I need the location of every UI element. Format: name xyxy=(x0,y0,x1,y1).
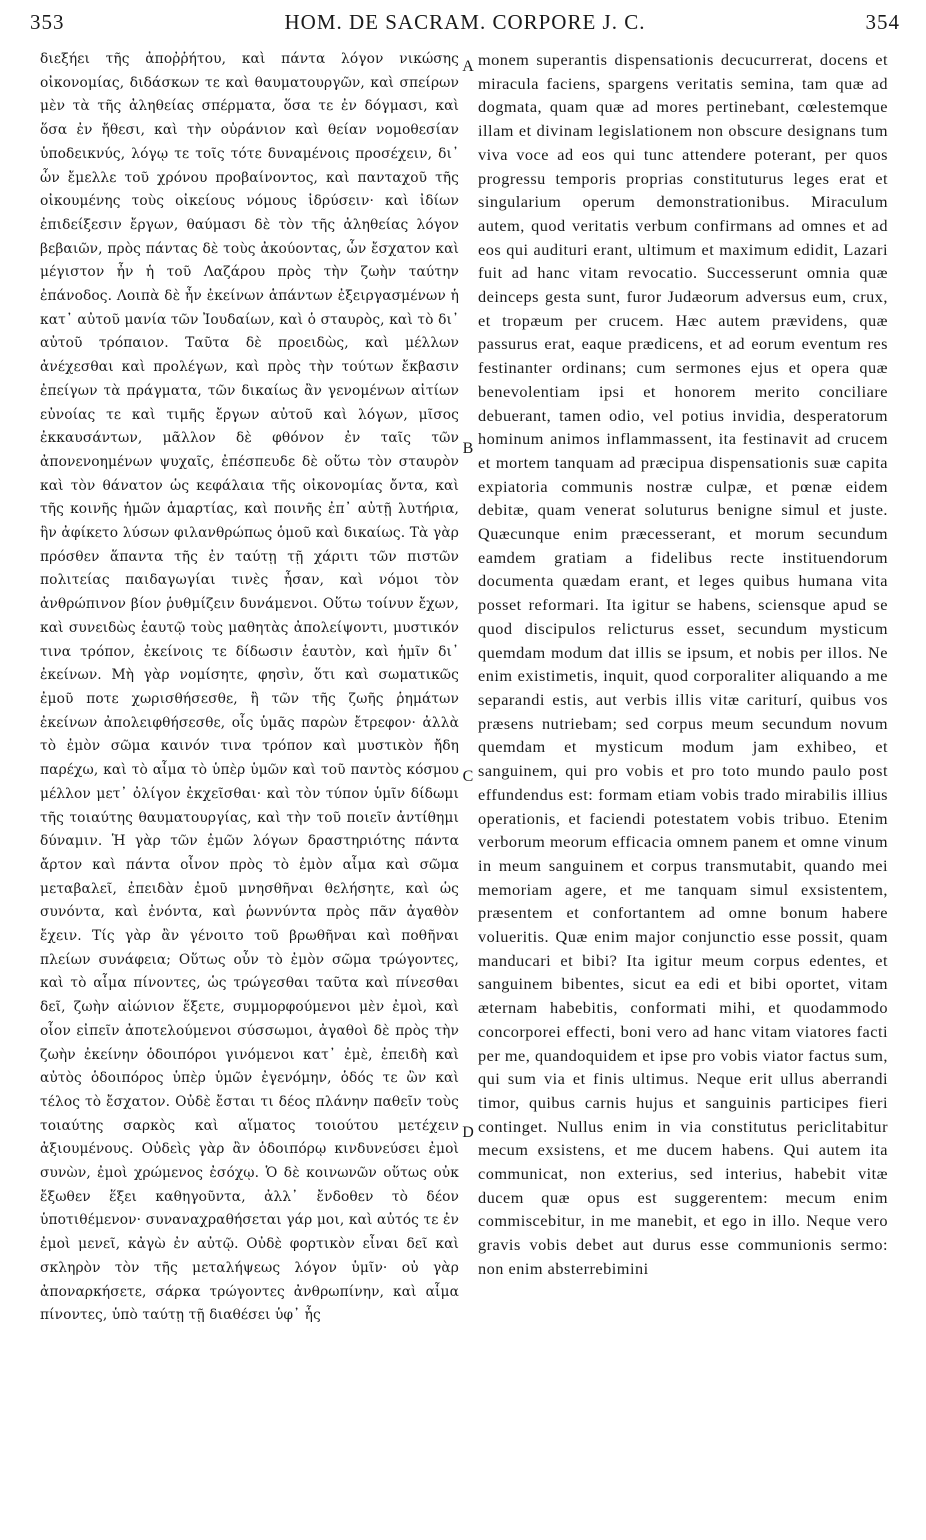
page-number-left: 353 xyxy=(30,10,65,34)
margin-marker-d: D xyxy=(462,1124,474,1141)
page-number-right: 354 xyxy=(865,10,900,34)
running-title: ΗΟΜ. DE SACRAM. CORPORE J. C. xyxy=(284,10,646,34)
margin-marker-b: B xyxy=(462,440,474,457)
page-header xyxy=(30,10,900,46)
latin-column: monem superantis dispensationis decucurrerat, docens et miracula faciens, spargens veritatis semina, tam quæ ad dogmata, quam quæ ad mores pertinebant, cœlestemque illam et divinam legislationem non obscure designans tum viva voce ad eos qui tunc attendere poterant, per quos progressu temporis proprias constituturus leges erat et singularium operum demonstrationibus. Miraculum autem, quod veritatis verbum confirmans ad omnes et ad eos qui audituri erant, ultimum et maximum edidit, Lazari fuit ad hanc vitam revocatio. Successerunt omnia quæ deinceps gesta sunt, furor Judæorum adversus eum, crux, et tropæum per crucem. Hæc autem prævidens, quæ passurus erat, eaque prædicens, et ad eorum eventum res festinanter ordinans; cum sermones ejus et opera quæ benevolentiam ipsi et honorem merito conciliare debuerant, tamen odio, vel potius invidia, desperatorum hominum animos inflammassent, ita festinavit ad crucem et mortem tanquam ad præcipua dispensationis suæ capita expiatoria communis nostræ culpæ, et pœnæ eidem debitæ, quam venerat soluturus benigne simul et juste. Quæcunque enim præcesserant, et morum secundum eamdem gratiam a fidelibus recte instituendorum documenta quædam erant, et leges quibus humana vita posset reformari. Ita igitur se habens, sciensque apud se quod discipulos relicturus esset, secundum mysticum quemdam modum dat illis se ipsum, et nobis per illos. Ne enim existimetis, inquit, quod corporaliter aliquando a me separandi estis, aut verbis illis vitæ cariturí, quibus vos præsens nutriebam; sed corpus meum secundum novum quemdam et mysticum modum jam exhibeo, et sanguinem, qui pro vobis et pro toto mundo paulo post effundendus est: formam etiam vobis trado mirabilis illius operationis, et faciendi potestatem vobis tribuo. Etenim verborum meorum efficacia omnem panem et omne vinum in meum sanguinem et corpus transmutabit, quando mei memoriam agere, et me tanquam simul exsistentem, præsentem et confortantem ad omne bonum habere volueritis. Quæ enim major conjunctio esse possit, quam manducari et bibi? Ita igitur meum corpus edentes, et sanguinem bibentes, sicut ea edi et bibi oportet, vitam æternam habebitis, conformati mihi, et quodammodo concorporei effecti, boni vero ad hanc vitam viatores facti per me, quandoquidem et ipse pro vobis viator factus sum, qui sum via et finis ultimus. Neque erit ullus aberrandi timor, quibus carnis hujus et sanguinis participes fieri continget. Nullus enim in via constitutus periclitabitur mecum exsistens, et me ducem habens. Qui autem ita communicat, non exterius, sed interius, habebit vitæ ducem quæ opus est suggerentem: mecum enim commiscebitur, in me manebit, et ego in illo. Neque vero gravis vobis debet aut durus esse communionis sermo: non enim absterrebimini xyxy=(478,50,888,1278)
greek-column: διεξήει τῆς ἀποῤῥήτου, καὶ πάντα λόγον νικώσης οἰκονομίας, διδάσκων τε καὶ θαυματουργῶν, καὶ σπείρων μὲν τὰ τῆς ἀληθείας σπέρματα, ὅσα τε ἐν δόγμασι, καὶ ὅσα ἐν ἤθεσι, καὶ τὴν οὐράνιον καὶ θείαν νομοθεσίαν ὑποδεικνύς, λόγῳ τε τοῖς τότε δυναμένοις προσέχειν, δι᾽ ὧν ἔμελλε τοῦ χρόνου προβαίνοντος, καὶ πανταχοῦ τῆς οἰκουμένης τοὺς οἰκείους νόμους ἱδρύσειν· καὶ ἰδίων ἐπιδείξεσιν ἔργων, θαύμασι δὲ τὸν τῆς ἀληθείας λόγον βεβαιῶν, πρὸς πάντας δὲ τοὺς ἀκούοντας, ὧν ἔσχατον καὶ μέγιστον ἦν ἡ τοῦ Λαζάρου πρὸς τὴν ζωὴν ταύτην ἐπάνοδος. Λοιπὰ δὲ ἦν ἐκείνων ἁπάντων ἐξειργασμένων ἡ κατ᾽ αὐτοῦ μανία τῶν Ἰουδαίων, καὶ ὁ σταυρὸς, καὶ τὸ δι᾽ αὐτοῦ τρόπαιον. Ταῦτα δὲ προειδὼς, καὶ μέλλων ἀνέχεσθαι καὶ προλέγων, καὶ πρὸς τὴν τούτων ἔκβασιν ἐπείγων τὰ πράγματα, τῶν δικαίως ἂν γενομένων αἰτίων εὐνοίας τε καὶ τιμῆς ἔργων αὐτοῦ καὶ λόγων, μῖσος ἐκκαυσάντων, μᾶλλον δὲ φθόνον ἐν ταῖς τῶν ἀπονενοημένων ψυχαῖς, ἐπέσπευδε δὲ οὕτω τὸν σταυρὸν καὶ τὸν θάνατον ὡς κεφάλαια τῆς οἰκονομίας ὄντα, καὶ τῆς κοινῆς ἡμῶν ἁμαρτίας, καὶ ποινῆς ἐπ᾽ αὐτῇ λυτήρια, ἣν ἀφίκετο λύσων φιλανθρώπως ὁμοῦ καὶ δικαίως. Τὰ γὰρ πρόσθεν ἅπαντα τῆς ἐν ταύτῃ τῇ χάριτι τῶν πιστῶν πολιτείας παιδαγωγίαι τινὲς ἦσαν, καὶ νόμοι τὸν ἀνθρώπινον βίον ῥυθμίζειν δυνάμενοι. Οὕτω τοίνυν ἔχων, καὶ συνειδὼς ἑαυτῷ τοὺς μαθητὰς ἀπολείψοντι, μυστικόν τινα τρόπον, ἐκείνοις τε δίδωσιν ἑαυτὸν, καὶ ἡμῖν δι᾽ ἐκείνων. Μὴ γὰρ νομίσητε, φησὶν, ὅτι καὶ σωματικῶς ἐμοῦ ποτε χωρισθήσεσθε, ἢ τῶν τῆς ζωῆς ῥημάτων ἐκείνων ἀπολειφθήσεσθε, οἷς ὑμᾶς παρὼν ἔτρεφον· ἀλλὰ τὸ ἐμὸν σῶμα καινόν τινα τρόπον καὶ μυστικὸν ἤδη παρέχω, καὶ τὸ αἷμα τὸ ὑπὲρ ὑμῶν καὶ τοῦ παντὸς κόσμου μέλλον μετ᾽ ὀλίγον ἐκχεῖσθαι· καὶ τὸν τύπον ὑμῖν δίδωμι τῆς τοιαύτης θαυματουργίας, καὶ τὴν τοῦ ποιεῖν ἀντίθημι δύναμιν. Ἡ γὰρ τῶν ἐμῶν λόγων δραστηριότης πάντα ἄρτον καὶ πάντα οἶνον πρὸς τὸ ἐμὸν αἷμα καὶ σῶμα μεταβαλεῖ, ἐπειδὰν ἐμοῦ μνησθῆναι θελήσητε, καὶ ὡς συνόντα, καὶ ἐνόντα, καὶ ῥωννύντα πρὸς πᾶν ἀγαθὸν ἔχειν. Τίς γὰρ ἂν γένοιτο τοῦ βρωθῆναι καὶ ποθῆναι πλείων συνάφεια; Οὕτως οὖν τὸ ἐμὸν σῶμα τρώγοντες, καὶ τὸ αἷμα πίνοντες, ὡς τρώγεσθαι ταῦτα καὶ πίνεσθαι δεῖ, ζωὴν αἰώνιον ἕξετε, συμμορφούμενοι μὲν ἐμοὶ, καὶ οἷον εἰπεῖν ἀποτελούμενοι σύσσωμοι, ἀγαθοὶ δὲ πρὸς τὴν ζωὴν ἐκείνην ὁδοιπόροι γινόμενοι κατ᾽ ἐμὲ, ἐπειδὴ καὶ αὐτὸς ὁδοιπόρος ὑπὲρ ὑμῶν ἐγενόμην, ὁδός τε ὢν καὶ τέλος τὸ ἔσχατον. Οὐδὲ ἔσται τι δέος πλάνην παθεῖν τοὺς τοιαύτης σαρκὸς καὶ αἵματος τοιούτου μετέχειν ἀξιουμένους. Οὐδεὶς γὰρ ἂν ὁδοιπόρῳ κινδυνεύσει ἐμοὶ συνὼν, ἐμοὶ χρώμενος ἐσόχῳ. Ὁ δὲ κοινωνῶν οὕτως οὐκ ἔξωθεν ἕξει καθηγοῦντα, ἀλλ᾽ ἔνδοθεν τὸ δέον ὑποτιθέμενον· συναναχραθήσεται γάρ μοι, καὶ αὐτός τε ἐν ἐμοὶ μενεῖ, κἀγὼ ἐν αὐτῷ. Οὐδὲ φορτικὸν εἶναι δεῖ καὶ σκληρὸν τὸν τῆς μεταλήψεως λόγον ὑμῖν· οὐ γὰρ ἀποναρκήσετε, σάρκα τρώγοντες ἀνθρωπίνην, καὶ αἷμα πίνοντες, ὑπὸ ταύτῃ τῇ διαθέσει ὑφ᾽ ἧς xyxy=(40,51,459,1324)
margin-marker-a: A xyxy=(462,58,474,75)
margin-marker-c: C xyxy=(462,768,474,785)
